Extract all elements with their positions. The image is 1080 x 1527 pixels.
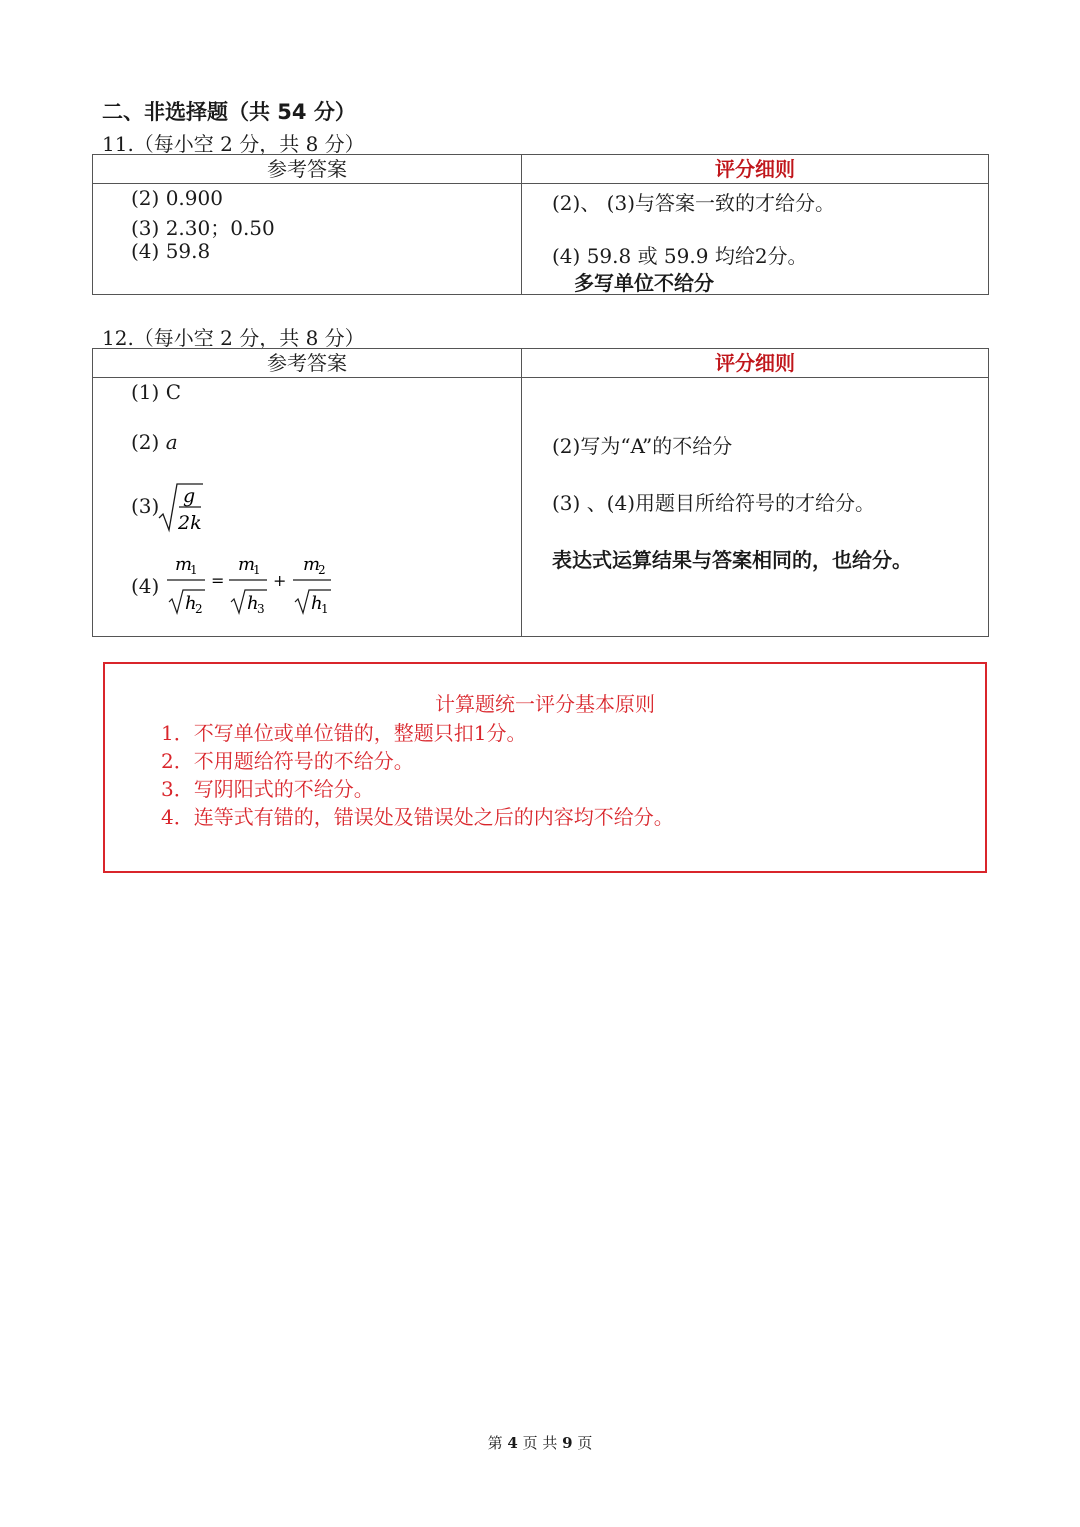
svg-text:m: m [238, 554, 256, 575]
q12-a3-num: g [183, 485, 196, 507]
current-page: 4 [507, 1434, 518, 1452]
q11-answer-4: (4) 59.8 [131, 239, 211, 263]
svg-text:=: = [211, 571, 225, 590]
principle-item: 4．连等式有错的，错误处及错误处之后的内容均不给分。 [161, 805, 674, 829]
svg-text:h: h [247, 593, 259, 614]
q11-header-rules: 评分细则 [522, 155, 989, 184]
q12-rule-3: 表达式运算结果与答案相同的，也给分。 [552, 548, 912, 572]
q11-header-answer: 参考答案 [93, 155, 522, 184]
principle-item: 2．不用题给符号的不给分。 [161, 749, 414, 773]
q11-answer-3: (3) 2.30；0.50 [131, 216, 275, 240]
q11-table [92, 154, 989, 295]
svg-text:1: 1 [190, 563, 198, 577]
svg-text:1: 1 [253, 563, 261, 577]
q11-rule-2: (4) 59.8 或 59.9 均给2分。 [552, 244, 808, 268]
q12-answer-1: (1) C [131, 380, 181, 404]
svg-text:+: + [273, 571, 287, 590]
principle-item: 1．不写单位或单位错的，整题只扣1分。 [161, 721, 527, 745]
q12-answer-3-formula [157, 478, 207, 536]
q12-rules-cell [522, 378, 989, 637]
q12-label: 12.（每小空 2 分，共 8 分） [102, 326, 365, 350]
q12-a3-den: 2k [178, 512, 202, 534]
principle-item: 3．写阴阳式的不给分。 [161, 777, 374, 801]
q11-rules-cell [522, 184, 989, 295]
q12-answer-3-prefix: (3) [131, 494, 160, 518]
q12-answer-4-prefix: (4) [131, 574, 160, 598]
q11-rule-3: 多写单位不给分 [574, 271, 714, 295]
q11-answer-cell [93, 184, 522, 295]
svg-text:2: 2 [195, 602, 203, 616]
svg-text:h: h [311, 593, 323, 614]
svg-text:1: 1 [321, 602, 329, 616]
q12-rule-1: (2)写为“A”的不给分 [552, 434, 733, 458]
svg-text:2: 2 [318, 563, 326, 577]
total-pages: 9 [562, 1434, 573, 1452]
svg-text:m: m [303, 554, 321, 575]
grading-principles-box [103, 662, 987, 873]
q12-rule-2: (3) 、(4)用题目所给符号的才给分。 [552, 491, 876, 515]
section-title: 二、非选择题（共 54 分） [102, 100, 356, 124]
q12-answer-2: (2) a [131, 430, 178, 454]
svg-text:m: m [175, 554, 193, 575]
q11-rule-1: (2)、 (3)与答案一致的才给分。 [552, 191, 836, 215]
q12-header-answer: 参考答案 [93, 349, 522, 378]
q12-answer-cell [93, 378, 522, 637]
q11-label: 11.（每小空 2 分，共 8 分） [102, 132, 365, 156]
principles-title: 计算题统一评分基本原则 [435, 692, 655, 716]
svg-text:3: 3 [257, 602, 265, 616]
q12-answer-4-formula [165, 550, 345, 620]
page-footer: 第 4 页 共 9 页 [487, 1434, 593, 1452]
q12-table [92, 348, 989, 637]
svg-text:h: h [185, 593, 197, 614]
q11-answer-2: (2) 0.900 [131, 186, 223, 210]
q12-header-rules: 评分细则 [522, 349, 989, 378]
